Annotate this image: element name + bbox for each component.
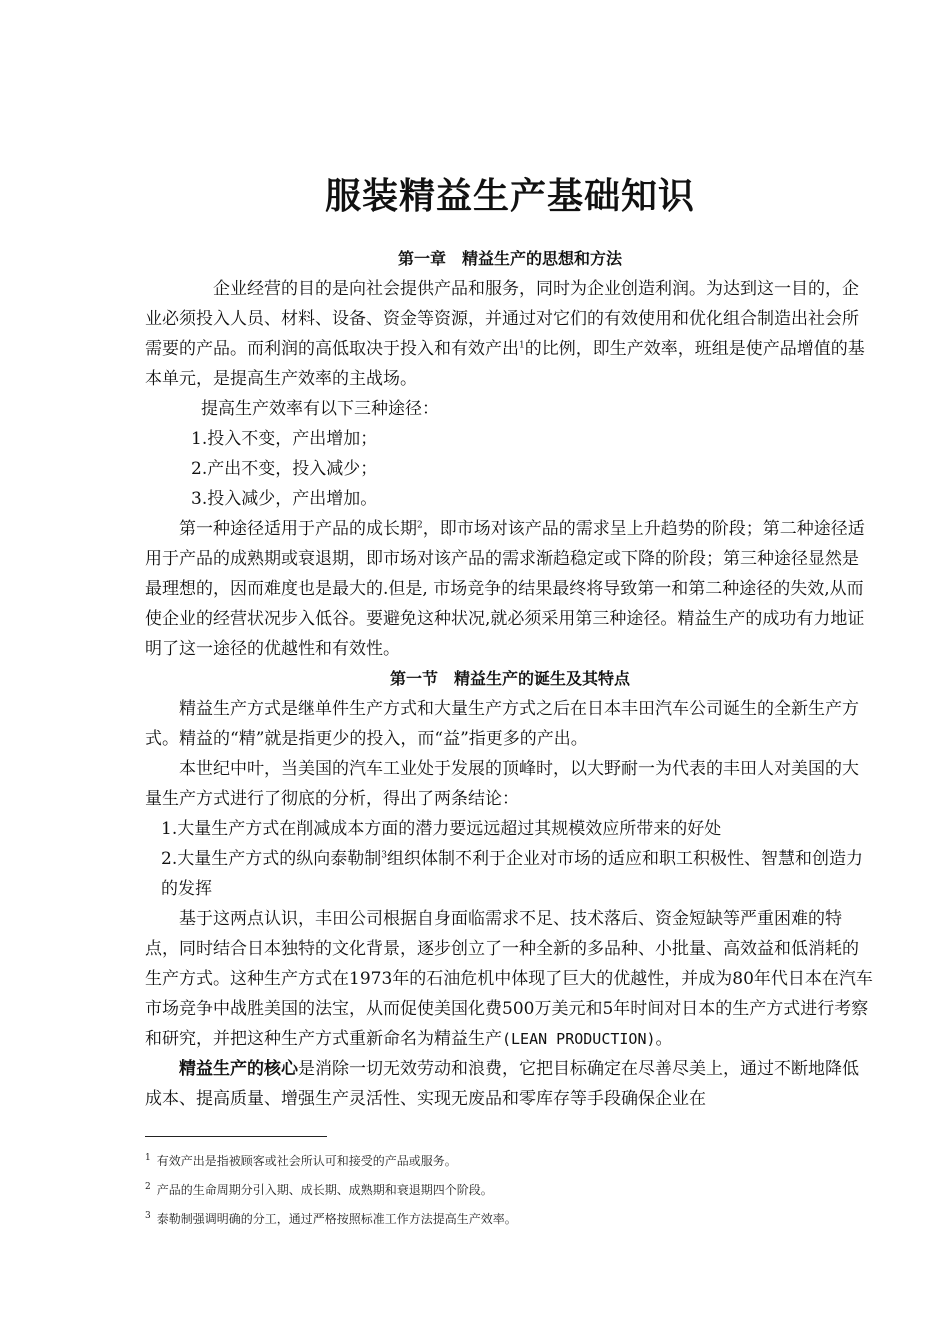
footnote-2: $^2$ 产品的生命周期分引入期、成长期、成熟期和衰退期四个阶段。 bbox=[145, 1182, 493, 1197]
paragraph-1: 企业经营的目的是向社会提供产品和服务，同时为企业创造利润。为达到这一目的，企业必须投入人员、材料、设备、资金等资源，并通过对它们的有效使用和优化组合制造出社会所需要的产品。而利润的高低取决于投入和有效产出$^1$的比例，即生产效率，班组是使产品增值的基本单元，是提高生产效率的主战场。 bbox=[145, 279, 865, 389]
conclusion-item-1: 1.大量生产方式在削减成本方面的潜力要远远超过其规模效应所带来的好处 bbox=[161, 819, 722, 839]
conclusion-item-2: 2.大量生产方式的纵向泰勒制$^3$组织体制不利于企业对市场的适应和职工积极性、智慧和创造力的发挥 bbox=[161, 849, 863, 899]
way-item-2: 2.产出不变，投入减少； bbox=[191, 459, 378, 479]
paragraph-5: 本世纪中叶，当美国的汽车工业处于发展的顶峰时，以大野耐一为代表的丰田人对美国的大量生产方式进行了彻底的分析，得出了两条结论： bbox=[145, 759, 859, 809]
footnote-divider bbox=[145, 1136, 327, 1137]
bold-term: 精益生产的核心 bbox=[179, 1059, 298, 1079]
way-item-3: 3.投入减少，产出增加。 bbox=[191, 489, 378, 509]
way-item-1: 1.投入不变，产出增加； bbox=[191, 429, 378, 449]
footnote-3: $^3$ 泰勒制强调明确的分工，通过严格按照标准工作方法提高生产效率。 bbox=[145, 1211, 517, 1226]
paragraph-7: 精益生产的核心是消除一切无效劳动和浪费，它把目标确定在尽善尽美上，通过不断地降低成本、提高质量、增强生产灵活性、实现无废品和零库存等手段确保企业在 bbox=[145, 1059, 859, 1109]
paragraph-6: 基于这两点认识，丰田公司根据自身面临需求不足、技术落后、资金短缺等严重困难的特点，同时结合日本独特的文化背景，逐步创立了一种全新的多品种、小批量、高效益和低消耗的生产方式。这种生产方式在1973年的石油危机中体现了巨大的优越性，并成为80年代日本在汽车市场竞争中战胜美国的法宝，从而促使美国化费500万美元和5年时间对日本的生产方式进行考察和研究，并把这种生产方式重新命名为精益生产(LEAN PRODUCTION)。 bbox=[145, 909, 873, 1049]
paragraph-2: 提高生产效率有以下三种途径： bbox=[201, 399, 439, 419]
paragraph-4: 精益生产方式是继单件生产方式和大量生产方式之后在日本丰田汽车公司诞生的全新生产方式。精益的“精”就是指更少的投入，而“益”指更多的产出。 bbox=[145, 699, 859, 749]
chapter-heading: 第一章 精益生产的思想和方法 bbox=[397, 249, 622, 268]
footnote-ref-3[interactable]: 3 bbox=[381, 850, 387, 861]
footnote-ref-1[interactable]: 1 bbox=[519, 340, 525, 351]
footnote-1: $^1$ 有效产出是指被顾客或社会所认可和接受的产品或服务。 bbox=[145, 1153, 457, 1168]
document-body bbox=[145, 244, 875, 1114]
paragraph-3: 第一种途径适用于产品的成长期$^2$，即市场对该产品的需求呈上升趋势的阶段；第二种途径适用于产品的成熟期或衰退期，即市场对该产品的需求渐趋稳定或下降的阶段；第三种途径显然是最理想的，因而难度也是最大的.但是, 市场竞争的结果最终将导致第一和第二种途径的失效,从而使企业的经营状况步入低谷。要避免这种状况,就必须采用第三种途径。精益生产的成功有力地证明了这一途径的优越性和有效性。 bbox=[145, 519, 865, 659]
section-heading: 第一节 精益生产的诞生及其特点 bbox=[389, 669, 630, 688]
footnote-ref-2[interactable]: 2 bbox=[417, 520, 423, 531]
document-title: 服装精益生产基础知识 bbox=[324, 175, 695, 217]
